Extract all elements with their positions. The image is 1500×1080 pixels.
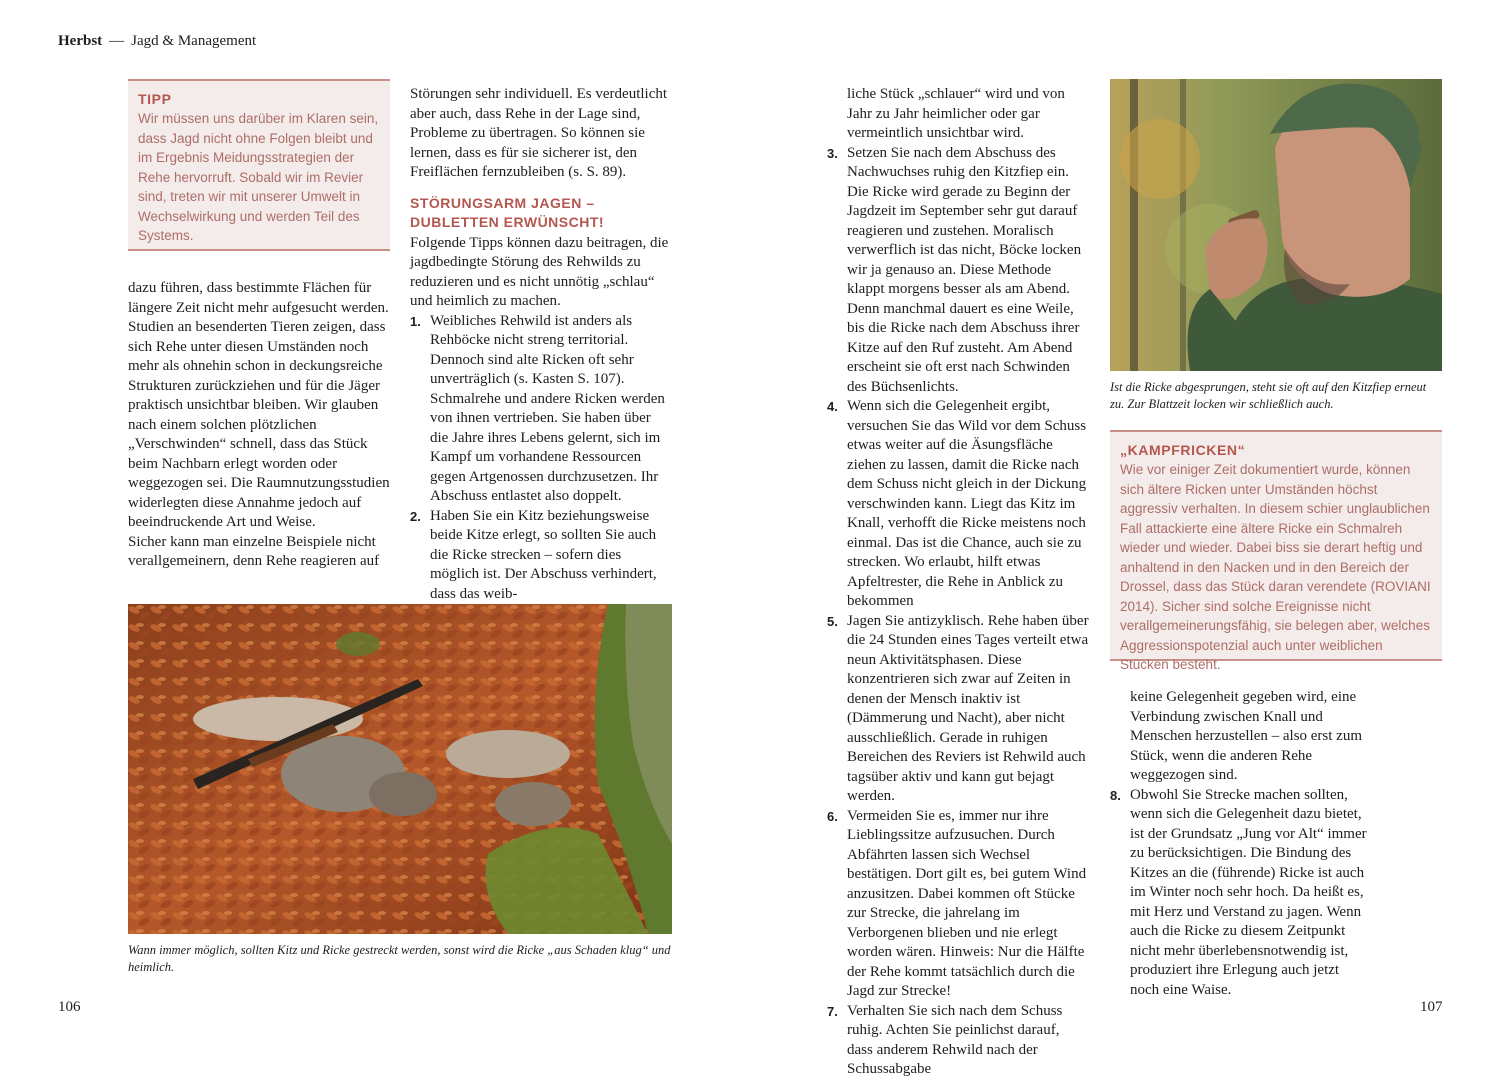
list-text: Obwohl Sie Strecke machen sollten, wenn sich die Gelegenheit dazu bietet, ist der Grundsatz „Jung vor Alt“ immer zu berücksichtigen. Die Bindung des Kitzes an die (führende) Ricke ist auch im Winter noch sehr hoch. Da heißt es, mit Herz und Verstand zu jagen. Wenn auch die Ricke zu diesem Zeitpunkt nicht mehr überlebensnotwendig ist, produziert ihre Erlegung auch jetzt noch eine Waise. bbox=[1130, 786, 1367, 998]
list-text: Setzen Sie nach dem Abschuss des Nachwuchses ruhig den Kitzfiep ein. Die Ricke wird gerade zu Beginn der Jagdzeit im September sehr gut darauf reagieren und zustehen. Moralisch verwerflich ist das nicht, Böcke locken wir ja genauso an. Diese Methode klappt morgens besser als am Abend. Denn manchmal dauert es eine Weile, bis die Ricke nach dem Abschuss ihrer Kitze auf den Ruf zusteht. Am Abend erscheint sie oft erst nach Schwinden des Büchsenlichts. bbox=[847, 144, 1082, 395]
page-number-left: 106 bbox=[58, 999, 81, 1015]
header-separator: — bbox=[109, 33, 125, 49]
running-head bbox=[58, 33, 256, 50]
list-item bbox=[410, 507, 672, 605]
photo-deer-on-leaves bbox=[128, 604, 672, 934]
body-paragraph: liche Stück „schlauer“ wird und von Jahr zu Jahr heimlicher oder gar vermeintlich unsichtbar wird. bbox=[847, 86, 1065, 141]
kampfricken-box bbox=[1110, 430, 1442, 672]
list-item bbox=[827, 807, 1089, 1002]
left-column-2 bbox=[410, 85, 672, 604]
list-number: 4. bbox=[827, 399, 838, 414]
kampfricken-box-text: Wie vor einiger Zeit dokumentiert wurde, können sich ältere Ricken unter Umständen höchst aggressiv verhalten. In diesem schier unglaublichen Fall attackierte eine ältere Ricke ein Schmalreh wieder und wieder. Dabei biss sie derart heftig und anhaltend in den Nacken und in den Bereich der Drossel, dass das Stück daran verendete (ROVIANI 2014). Sicher sind solche Ereignisse nicht verallgemeinerungsfähig, sie belegen aber, welches Aggressionspotenzial auch unter weiblichen Stücken besteht. bbox=[1120, 462, 1431, 672]
list-text: Weibliches Rehwild ist anders als Rehböcke nicht streng territorial. Dennoch sind alte Ricken oft sehr unverträglich (s. Kasten S. 107). Schmalrehe und andere Ricken werden von ihnen vertrieben. Sie haben über die Jahre ihres Lebens gelernt, sich im Kampf um vorhandene Ressourcen gegen Artgenossen durchzusetzen. Ihr Abschuss entlastet also doppelt. bbox=[430, 312, 665, 504]
left-column-1 bbox=[128, 279, 390, 572]
list-item bbox=[1110, 786, 1370, 1001]
kampfricken-box-title: „KAMPFRICKEN“ bbox=[1120, 442, 1246, 458]
list-number: 8. bbox=[1110, 787, 1121, 803]
list-text: Wenn sich die Gelegenheit ergibt, versuchen Sie das Wild vor dem Schuss etwas weiter auf die Äsungsfläche ziehen zu lassen, damit die Ricke nach dem Schuss nicht gleich in der Dickung verschwinden kann. Liegt das Kitz im Knall, verhofft die Ricke meistens noch einmal. Das ist die Chance, auch sie zu strecken. Wo erlaubt, hilft etwas Apfeltrester, die Rehe in Anblick zu bekommen bbox=[847, 398, 1087, 609]
list-number: 7. bbox=[827, 1003, 838, 1019]
list-number: 5. bbox=[827, 613, 838, 629]
list-number: 2. bbox=[410, 508, 421, 524]
tip-box-title: TIPP bbox=[138, 91, 172, 107]
subheading: STÖRUNGSARM JAGEN – DUBLETTEN ERWÜNSCHT! bbox=[410, 194, 605, 230]
right-column-2 bbox=[1110, 688, 1370, 1000]
tip-box-text: Wir müssen uns darüber im Klaren sein, dass Jagd nicht ohne Folgen bleibt und im Ergebnis Meidungsstrategien der Rehe hervorruft. Sobald wir im Revier sind, treten wir mit unserer Umwelt in Wechselwirkung und werden Teil des Systems. bbox=[138, 111, 379, 243]
right-column-1 bbox=[827, 85, 1089, 1080]
list-text: Verhalten Sie sich nach dem Schuss ruhig. Achten Sie peinlichst darauf, dass anderem Rehwild nach der Schussabgabe bbox=[847, 1002, 1063, 1077]
list-item bbox=[827, 144, 1089, 398]
list-number: 3. bbox=[827, 145, 838, 161]
photo-caption-left: Wann immer möglich, sollten Kitz und Ricke gestreckt werden, sonst wird die Ricke „aus Schaden klug“ und heimlich. bbox=[128, 943, 671, 974]
body-paragraph: Folgende Tipps können dazu beitragen, die jagdbedingte Störung des Rehwilds zu reduzieren und es nicht unnötig „schlau“ und heimlich zu machen. bbox=[410, 234, 669, 309]
section-title: Herbst bbox=[58, 33, 103, 49]
body-paragraph: dazu führen, dass bestimmte Flächen für längere Zeit nicht mehr aufgesucht werden. Studien an besenderten Tieren zeigen, dass sich Rehe unter diesen Umständen noch mehr als ohnehin schon in deckungsreiche Strukturen zurückziehen und für die Jäger praktisch unsichtbar bleiben. Wir glauben nach einem solchen plötzlichen „Verschwinden“ schnell, dass das Stück beim Nachbarn erlegt worden oder weggezogen sei. Die Raumnutzungsstudien widerlegten diese Annahme jedoch auf beeindruckende Art und Weise. bbox=[128, 280, 390, 530]
photo-caption-right: Ist die Ricke abgesprungen, steht sie oft auf den Kitzfiep erneut zu. Zur Blattzeit locken wir schließlich auch. bbox=[1110, 380, 1427, 411]
list-number: 6. bbox=[827, 808, 838, 824]
tip-box bbox=[128, 79, 390, 251]
list-text: Jagen Sie antizyklisch. Rehe haben über die 24 Stunden eines Tages verteilt etwa neun Aktivitätsphasen. Diese konzentrieren sich zwar auf Zeiten in denen der Mensch inaktiv ist (Dämmerung und Nacht), aber nicht ausschließlich. Gerade in ruhigen Bereichen des Reviers ist Rehwild auch tagsüber aktiv und kann gut bejagt werden. bbox=[847, 612, 1089, 804]
body-paragraph: Störungen sehr individuell. Es verdeutlicht aber auch, dass Rehe in der Lage sind, Probleme zu übertragen. So können sie lernen, dass es für sie sicherer ist, den Freiflächen fernzubleiben (s. S. 89). bbox=[410, 86, 668, 180]
photo-hunter-with-call bbox=[1110, 79, 1442, 371]
chapter-title: Jagd & Management bbox=[131, 33, 257, 49]
page-number-right: 107 bbox=[1420, 999, 1443, 1015]
body-paragraph: Sicher kann man einzelne Beispiele nicht verallgemeinern, denn Rehe reagieren auf bbox=[128, 533, 380, 569]
list-text: Vermeiden Sie es, immer nur ihre Lieblingssitze aufzusuchen. Durch Abfährten lassen sich Wechsel bestätigen. Dort gilt es, bei gutem Wind anzusitzen. Dabei kommen oft Stücke zur Strecke, die jahrelang im Verborgenen blieben und nie erlegt worden wären. Hinweis: Nur die Hälfte der Rehe kommt tatsächlich durch die Jagd zur Strecke! bbox=[847, 807, 1087, 999]
list-item bbox=[827, 1002, 1089, 1080]
list-item bbox=[410, 312, 672, 507]
body-paragraph: keine Gelegenheit gegeben wird, eine Verbindung zwischen Knall und Menschen herzustellen – also erst zum Stück, wenn die anderen Rehe weggezogen sind. bbox=[1130, 689, 1363, 783]
list-item bbox=[827, 612, 1089, 807]
list-text: Haben Sie ein Kitz beziehungsweise beide Kitze erlegt, so sollten Sie auch die Ricke strecken – sofern dies möglich ist. Der Abschuss verhindert, dass das weib- bbox=[430, 507, 657, 602]
list-number: 1. bbox=[410, 313, 421, 329]
list-item bbox=[827, 397, 1089, 612]
